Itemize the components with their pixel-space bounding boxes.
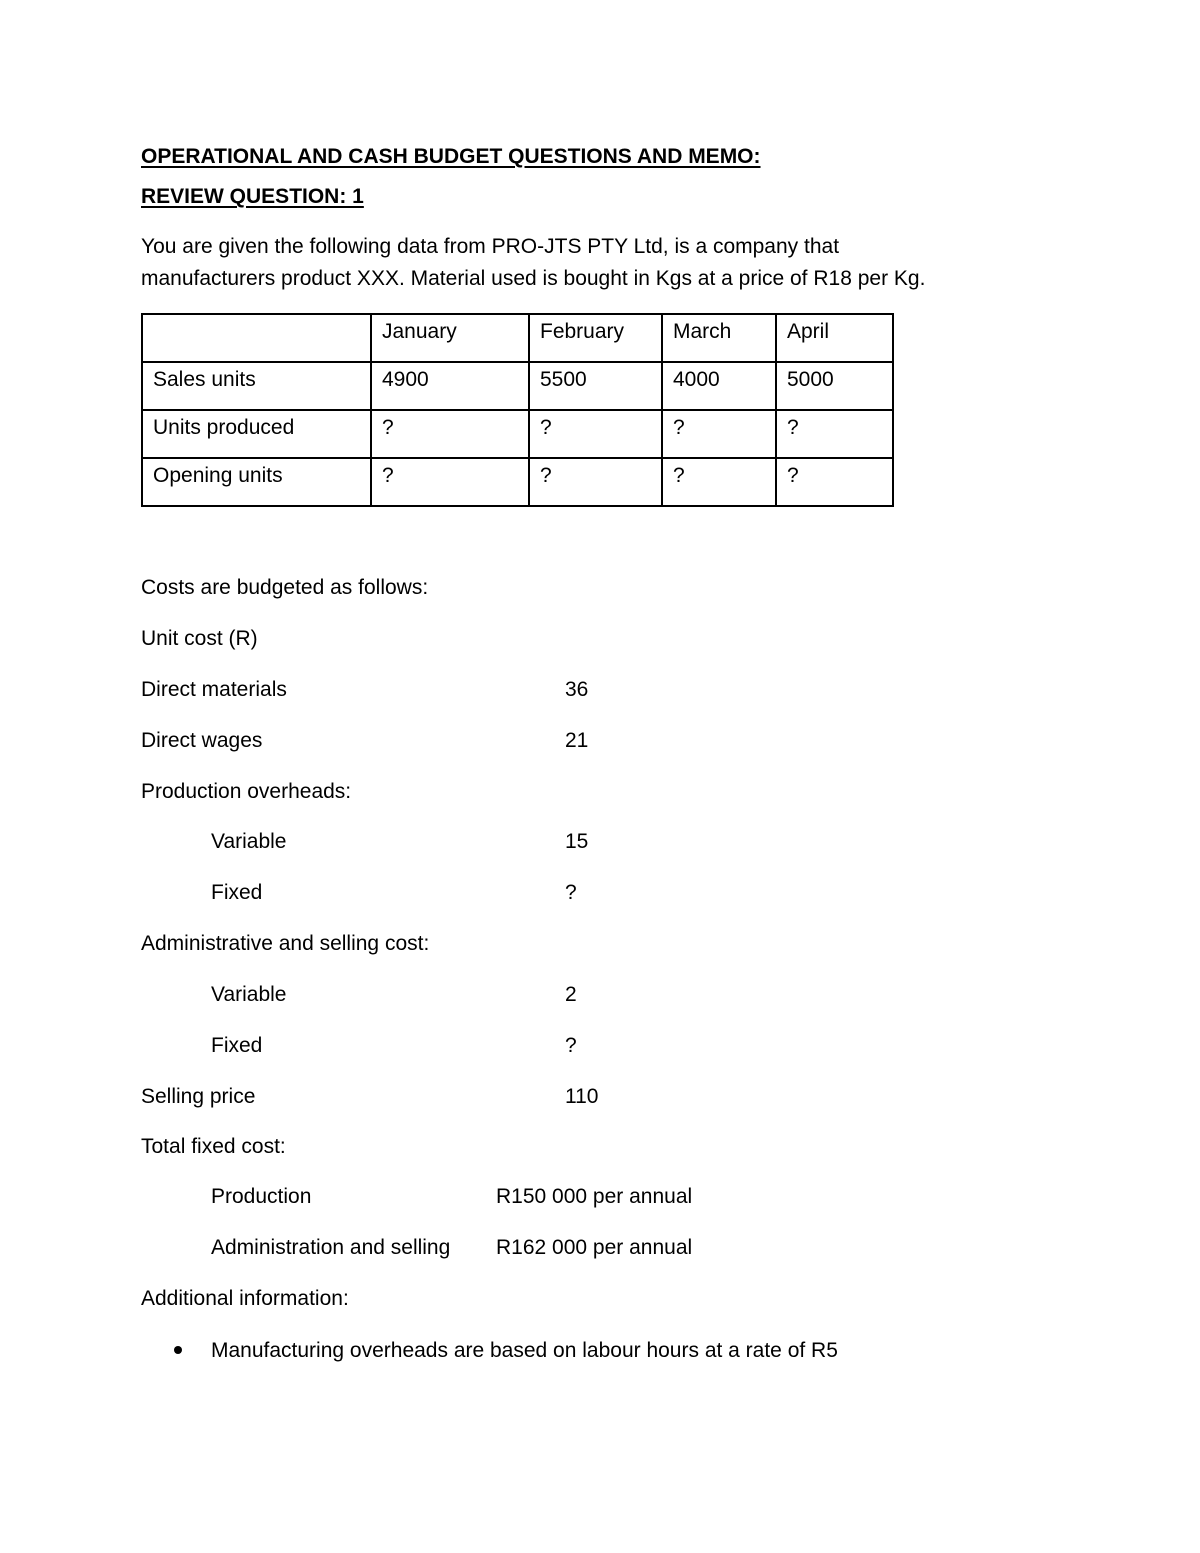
document-title: OPERATIONAL AND CASH BUDGET QUESTIONS AND MEMO:: [141, 145, 761, 168]
table-header-cell: April: [776, 314, 893, 362]
fixed-production-label: Production: [211, 1185, 312, 1208]
table-header-cell: February: [529, 314, 662, 362]
unit-cost-label: Unit cost (R): [141, 627, 258, 650]
table-header-cell: [142, 314, 371, 362]
table-header-cell: January: [371, 314, 529, 362]
prod-fixed-value: ?: [565, 881, 577, 904]
bullet-icon: [174, 1346, 182, 1354]
direct-wages-label: Direct wages: [141, 729, 263, 752]
table-cell: 4000: [662, 362, 776, 410]
admin-variable-value: 2: [565, 983, 577, 1006]
admin-fixed-label: Fixed: [211, 1034, 263, 1057]
table-cell: Units produced: [142, 410, 371, 458]
admin-fixed-value: ?: [565, 1034, 577, 1057]
costs-intro: Costs are budgeted as follows:: [141, 576, 429, 599]
additional-info-label: Additional information:: [141, 1287, 349, 1310]
table-cell: 5000: [776, 362, 893, 410]
prod-fixed-label: Fixed: [211, 881, 263, 904]
prod-variable-value: 15: [565, 830, 589, 853]
prod-variable-label: Variable: [211, 830, 287, 853]
table-cell: ?: [529, 458, 662, 506]
additional-bullet-item: Manufacturing overheads are based on labour hours at a rate of R5: [211, 1339, 838, 1362]
selling-price-label: Selling price: [141, 1085, 256, 1108]
total-fixed-label: Total fixed cost:: [141, 1135, 286, 1158]
table-cell: ?: [662, 410, 776, 458]
table-cell: ?: [371, 410, 529, 458]
fixed-admin-value: R162 000 per annual: [496, 1236, 693, 1259]
table-cell: 5500: [529, 362, 662, 410]
table-cell: Sales units: [142, 362, 371, 410]
production-overheads-label: Production overheads:: [141, 780, 352, 803]
table-cell: ?: [371, 458, 529, 506]
selling-price-value: 110: [565, 1085, 599, 1108]
table-cell: 4900: [371, 362, 529, 410]
table-row: [142, 362, 893, 410]
table-cell: ?: [662, 458, 776, 506]
table-row: [142, 458, 893, 506]
intro-line-2: manufacturers product XXX. Material used is bought in Kgs at a price of R18 per Kg.: [141, 267, 926, 290]
table-cell: ?: [529, 410, 662, 458]
intro-line-1: You are given the following data from PRO-JTS PTY Ltd, is a company that: [141, 235, 840, 258]
table-header-cell: March: [662, 314, 776, 362]
sales-table: [141, 313, 894, 507]
fixed-admin-label: Administration and selling: [211, 1236, 451, 1259]
table-cell: ?: [776, 458, 893, 506]
direct-materials-value: 36: [565, 678, 589, 701]
table-header-row: [142, 314, 893, 362]
table-cell: ?: [776, 410, 893, 458]
direct-wages-value: 21: [565, 729, 589, 752]
admin-variable-label: Variable: [211, 983, 287, 1006]
fixed-production-value: R150 000 per annual: [496, 1185, 693, 1208]
direct-materials-label: Direct materials: [141, 678, 287, 701]
table-row: [142, 410, 893, 458]
document-subtitle: REVIEW QUESTION: 1: [141, 185, 364, 208]
table-cell: Opening units: [142, 458, 371, 506]
admin-selling-label: Administrative and selling cost:: [141, 932, 430, 955]
